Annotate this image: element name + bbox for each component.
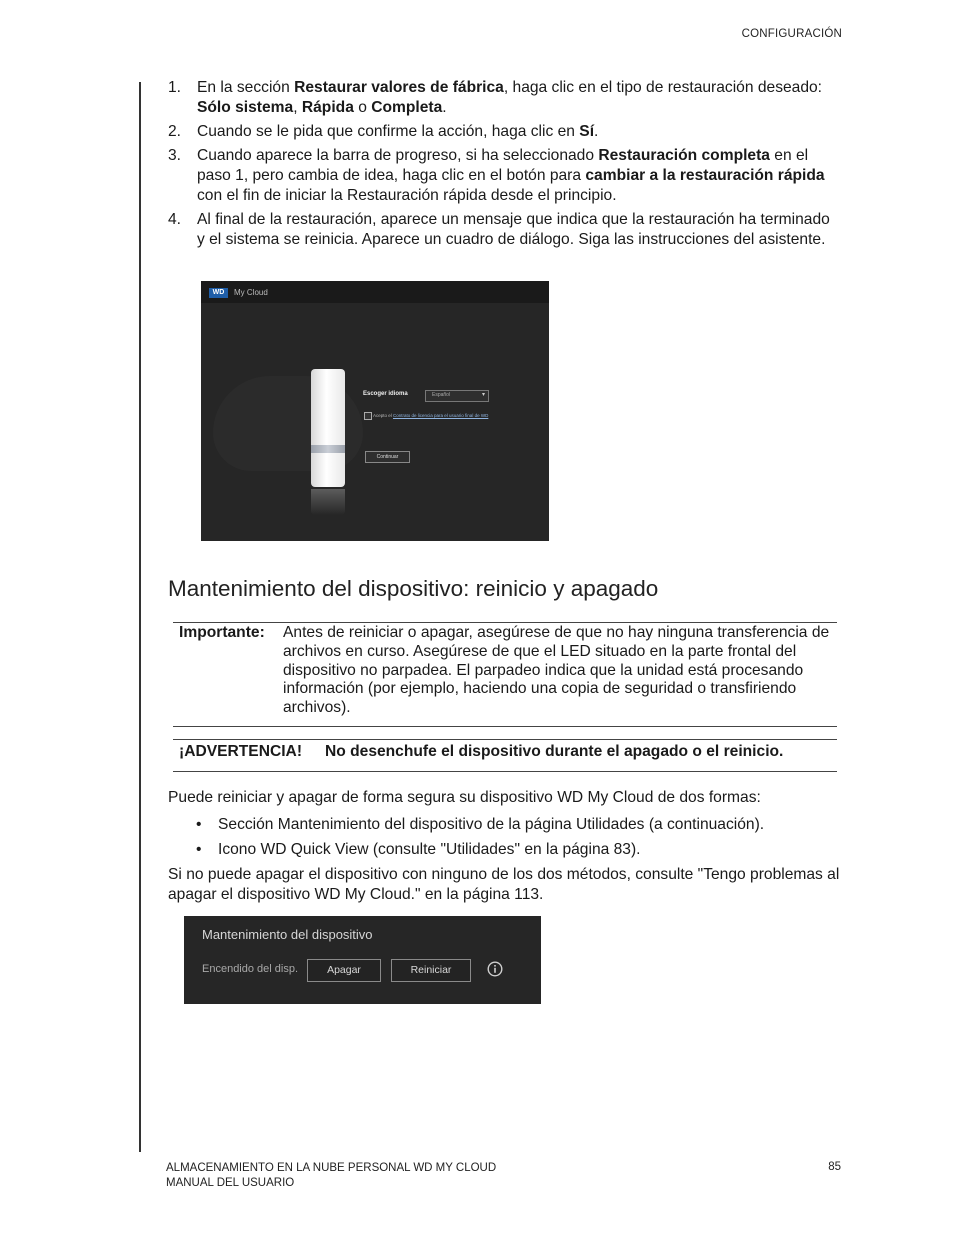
- info-icon[interactable]: [487, 961, 503, 977]
- footer-line-1: ALMACENAMIENTO EN LA NUBE PERSONAL WD MY CLOUD: [166, 1162, 497, 1174]
- language-select[interactable]: [425, 390, 489, 402]
- step-item: [168, 122, 840, 142]
- warning-top-rule: [173, 739, 837, 740]
- language-label: Escoger idioma: [363, 391, 408, 397]
- bullet-glyph: •: [196, 816, 202, 833]
- step-number: 2.: [168, 123, 182, 140]
- important-text: Antes de reiniciar o apagar, asegúrese de que no hay ninguna transferencia de archivos en curso. Asegúrese de que el LED situado en la parte frontal del dispositivo no parpadea. El parpadeo indica que la unidad está procesando información (por ejemplo, haciendo una copia de seguridad o transfiriendo archivos).: [283, 624, 830, 717]
- steps-list: [168, 78, 840, 254]
- mycloud-setup-screenshot: [201, 281, 549, 541]
- step-text: Cuando aparece la barra de progreso, si ha seleccionado: [197, 147, 599, 164]
- app-top-bar: [201, 281, 549, 303]
- list-item: • Sección Mantenimiento del dispositivo de la página Utilidades (a continuación).: [196, 816, 765, 833]
- warning-label: ¡ADVERTENCIA!: [179, 743, 303, 760]
- step-text: .: [442, 99, 447, 116]
- warning-bottom-rule: [173, 771, 837, 772]
- step-number: 4.: [168, 211, 182, 228]
- reboot-button[interactable]: Reiniciar: [391, 959, 471, 982]
- step-number: 1.: [168, 79, 182, 96]
- step-item: [168, 78, 840, 118]
- bullet-glyph: •: [196, 841, 202, 858]
- license-link[interactable]: Contrato de licencia para el usuario final de WD: [393, 413, 489, 418]
- step-emphasis: Completa: [371, 99, 443, 116]
- step-emphasis: Restauración completa: [598, 147, 770, 164]
- wd-logo: WD: [209, 288, 228, 298]
- step-emphasis: Rápida: [301, 99, 354, 116]
- page-number: 85: [828, 1161, 841, 1173]
- step-text: Al final de la restauración, aparece un mensaje que indica que la restauración ha terminado y el sistema se reinicia. Aparece un cuadro de diálogo. Siga las instrucciones del asistente.: [197, 211, 830, 248]
- important-top-rule: [173, 622, 837, 623]
- methods-list: [196, 815, 764, 865]
- list-item: • Icono WD Quick View (consulte "Utilidades" en la página 83).: [196, 841, 641, 858]
- step-item: [168, 210, 840, 250]
- footer-title: [166, 1161, 496, 1191]
- step-text: con el fin de iniciar la Restauración rápida desde el principio.: [197, 187, 617, 204]
- step-emphasis: Restaurar valores de fábrica: [294, 79, 504, 96]
- important-bottom-rule: [173, 726, 837, 727]
- margin-rule: [139, 82, 141, 1152]
- maintenance-screenshot: [184, 916, 541, 1004]
- device-reflection: [311, 489, 345, 515]
- chevron-down-icon: ▾: [481, 392, 485, 398]
- running-header: CONFIGURACIÓN: [741, 28, 842, 40]
- language-value: Español: [432, 392, 451, 398]
- app-title: My Cloud: [234, 288, 268, 297]
- step-item: [168, 146, 840, 206]
- step-emphasis: Sólo sistema: [197, 99, 294, 116]
- important-label: Importante:: [179, 624, 265, 641]
- continue-button[interactable]: Continuar: [365, 451, 410, 463]
- step-emphasis: cambiar a la restauración rápida: [585, 167, 825, 184]
- step-text: .: [594, 123, 599, 140]
- step-text: En la sección: [197, 79, 295, 96]
- step-text: o: [353, 99, 372, 116]
- section-title: Mantenimiento del dispositivo: reinicio y apagado: [168, 576, 659, 601]
- maintenance-title: Mantenimiento del dispositivo: [202, 927, 373, 942]
- step-text: Cuando se le pida que confirme la acción, haga clic en: [197, 123, 580, 140]
- footer-line-2: MANUAL DEL USUARIO: [166, 1177, 295, 1189]
- step-text: en el paso 1, pero cambia de idea, haga clic en el botón para: [197, 147, 809, 184]
- intro-paragraph: Puede reiniciar y apagar de forma segura su dispositivo WD My Cloud de dos formas:: [168, 789, 761, 806]
- step-number: 3.: [168, 147, 182, 164]
- device-image: [311, 369, 345, 487]
- accept-checkbox[interactable]: [364, 412, 372, 420]
- step-text: ,: [293, 99, 302, 116]
- step-text: , haga clic en el tipo de restauración deseado:: [503, 79, 823, 96]
- step-emphasis: Sí: [579, 123, 595, 140]
- accept-text: Acepto el Contrato de licencia para el usuario final de WD: [373, 413, 489, 418]
- fallback-paragraph: Si no puede apagar el dispositivo con ninguno de los dos métodos, consulte "Tengo problemas al apagar el dispositivo WD My Cloud." en la página 113.: [168, 866, 840, 903]
- shutdown-button[interactable]: Apagar: [307, 959, 381, 982]
- warning-text: No desenchufe el dispositivo durante el apagado o el reinicio.: [325, 743, 784, 760]
- power-label: Encendido del disp.: [202, 963, 299, 975]
